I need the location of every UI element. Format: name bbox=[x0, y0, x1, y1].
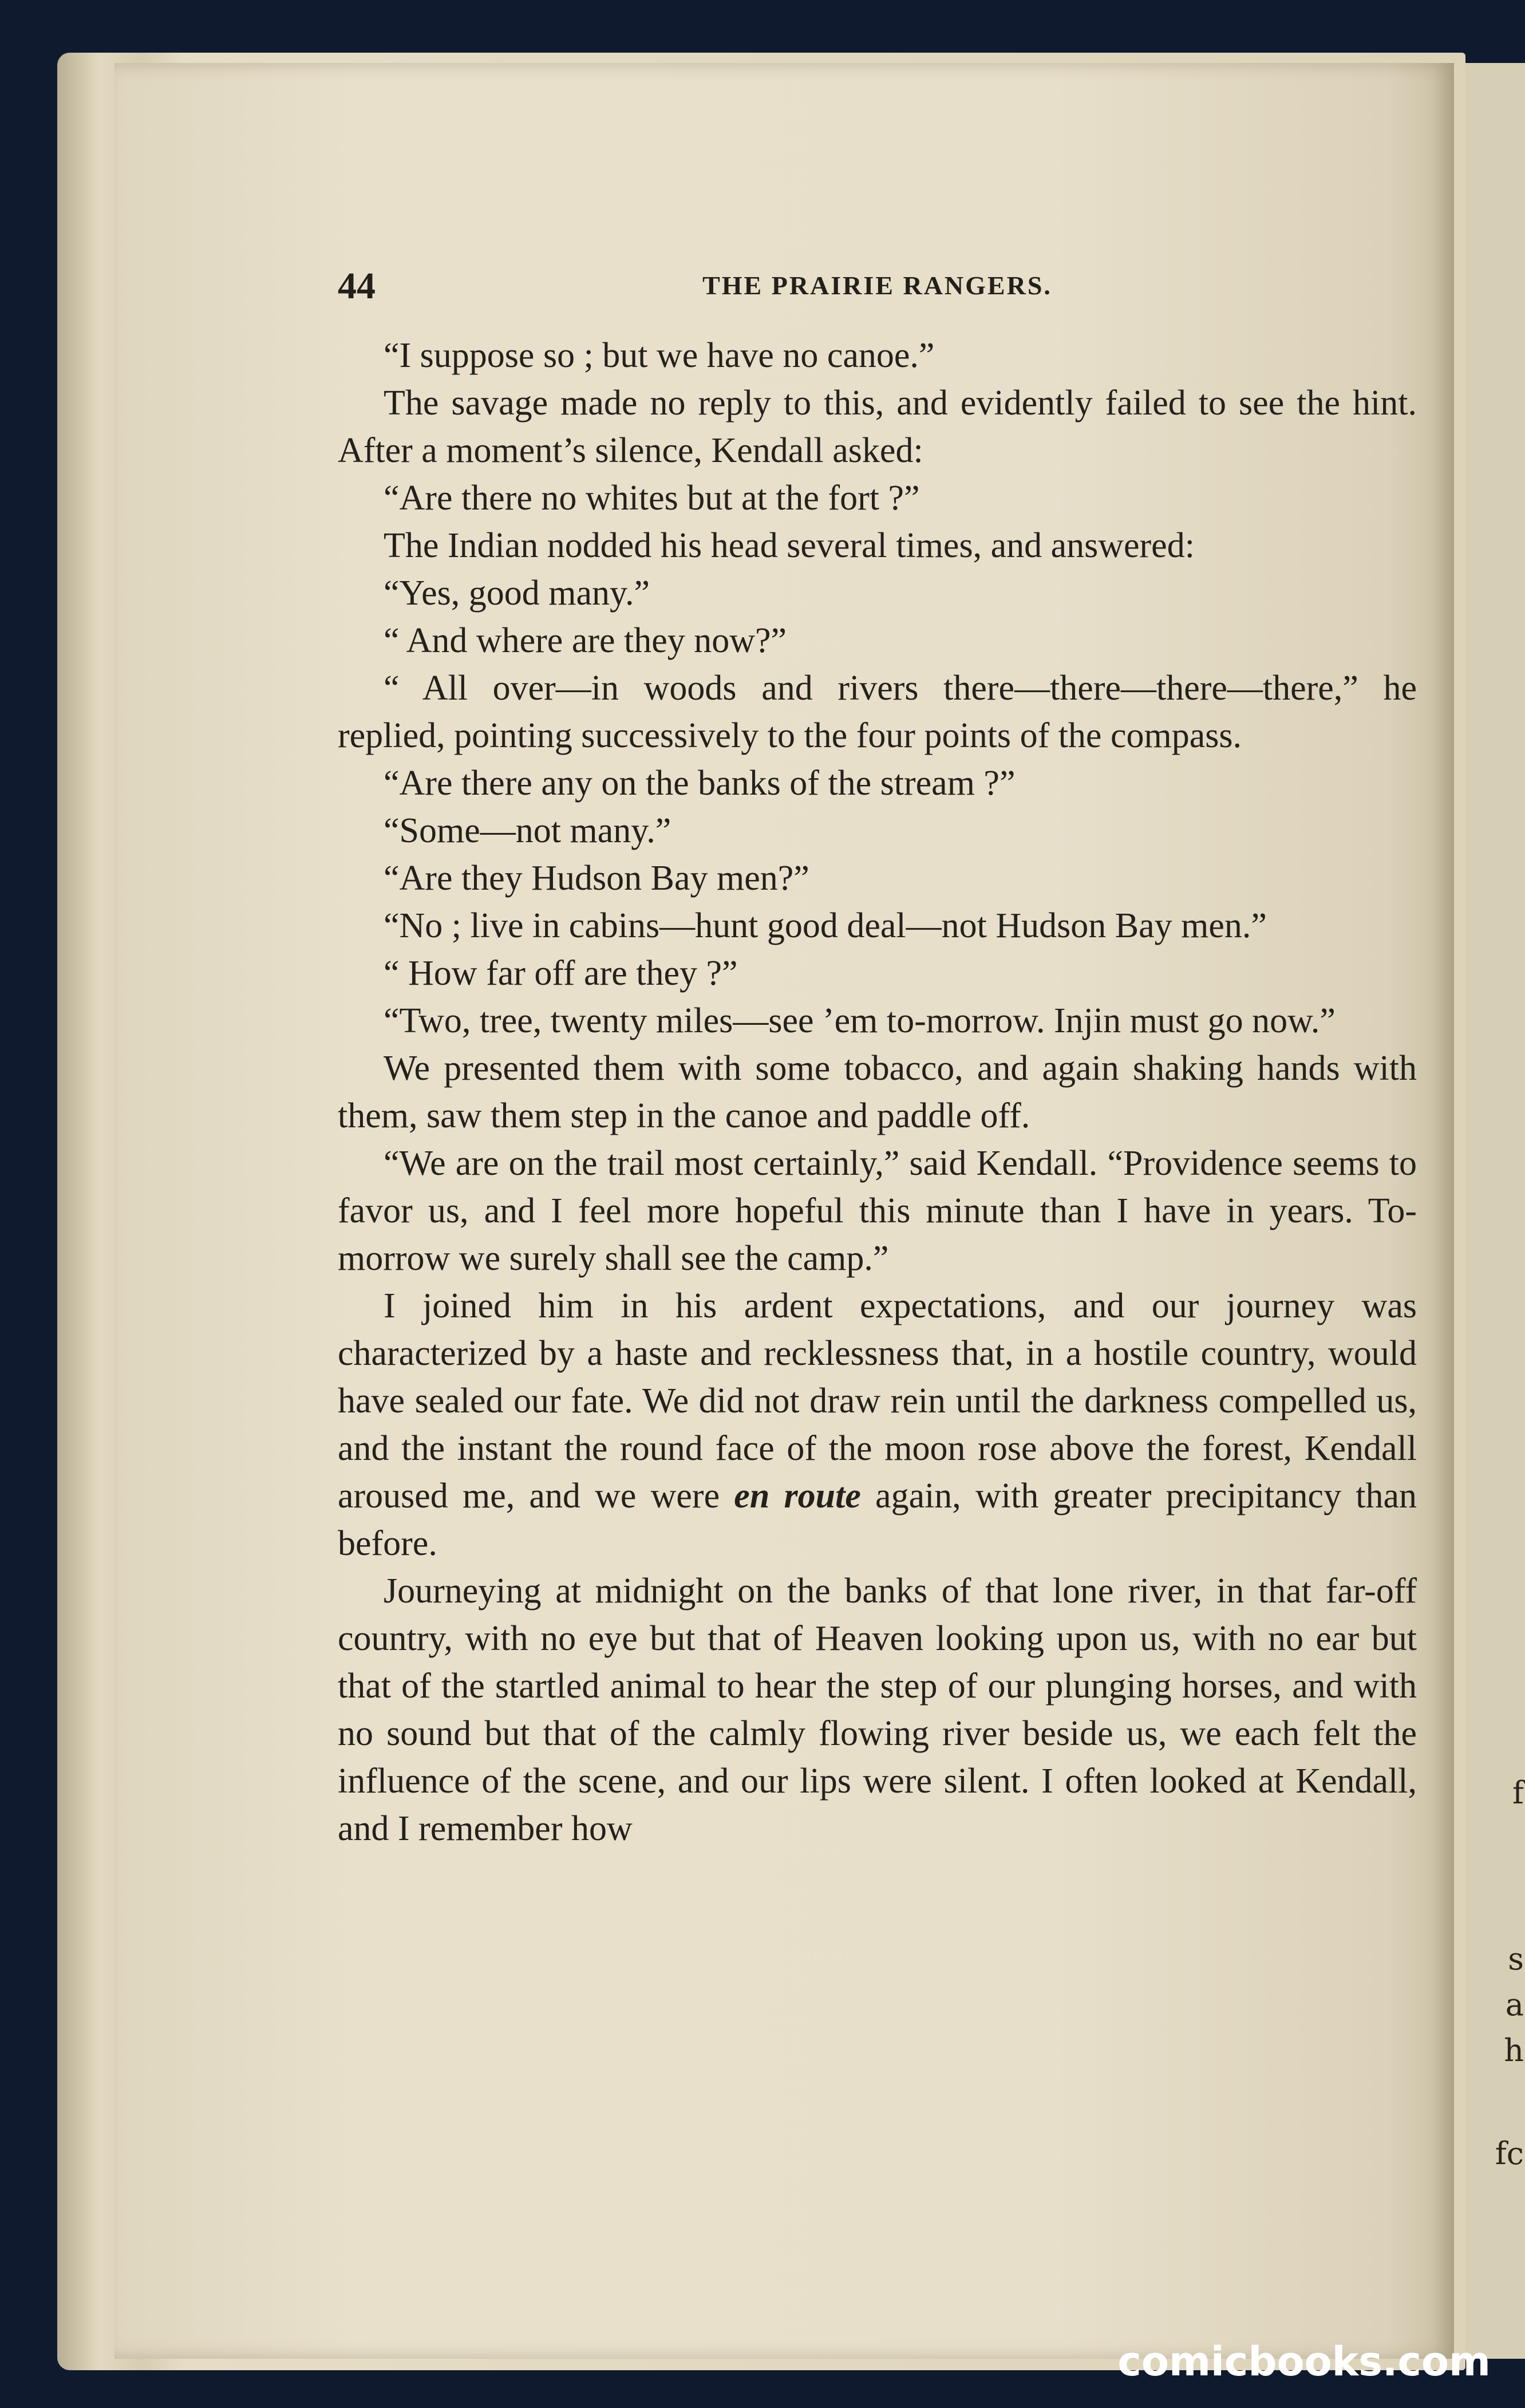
italic-phrase: en route bbox=[734, 1477, 861, 1515]
adjacent-page-letter: h bbox=[1504, 2032, 1524, 2068]
adjacent-page-letter: s bbox=[1508, 1941, 1524, 1977]
paragraph: “ All over—in woods and rivers there—there—there—there,” he replied, pointing successively to the four points of the compass. bbox=[338, 669, 1417, 755]
page-body bbox=[338, 332, 1417, 1853]
paragraph: “Two, tree, twenty miles—see ’em to-morrow. Injin must go now.” bbox=[384, 1001, 1336, 1040]
adjacent-page-letter: f bbox=[1512, 1775, 1524, 1811]
adjacent-page-letter: a bbox=[1505, 1987, 1524, 2023]
page-header bbox=[338, 265, 1417, 310]
paragraph: “Are they Hudson Bay men?” bbox=[384, 859, 809, 898]
paragraph: “Are there no whites but at the fort ?” bbox=[384, 479, 920, 518]
paragraph: Journeying at midnight on the banks of that lone river, in that far-off country, with no eye but that of Heaven looking upon us, with no ear but that of the startled animal to hear the step of our plunging horses, and with no sound but that of the calmly flowing river beside us, we each felt the influence of the scene, and our lips were silent. I often looked at Kendall, and I remember how bbox=[338, 1572, 1417, 1848]
paragraph: “Some—not many.” bbox=[384, 811, 671, 850]
adjacent-page-letter: fc bbox=[1495, 2135, 1524, 2172]
paragraph: “We are on the trail most certainly,” said Kendall. “Providence seems to favor us, and I feel more hopeful this minute than I have in years. To-morrow we surely shall see the camp.” bbox=[338, 1144, 1417, 1278]
paragraph: “Are there any on the banks of the stream ?” bbox=[384, 764, 1016, 803]
paragraph-with-italic bbox=[338, 1282, 1417, 1568]
paragraph: “No ; live in cabins—hunt good deal—not Hudson Bay men.” bbox=[384, 906, 1267, 945]
page-number: 44 bbox=[338, 265, 376, 307]
paragraph: We presented them with some tobacco, and again shaking hands with them, saw them step in the canoe and paddle off. bbox=[338, 1049, 1417, 1135]
paragraph: The savage made no reply to this, and evidently failed to see the hint. After a moment’s silence, Kendall asked: bbox=[338, 384, 1417, 470]
paragraph: “ And where are they now?” bbox=[384, 621, 787, 660]
paragraph-text: I joined him in his ardent expectations, and our journey was characterized by a haste and recklessness that, in a hostile country, would have sealed our fate. We did not draw rein until the darkness compelled us, and the instant the round face of the moon rose above the forest, Kendall aroused me, and we were bbox=[338, 1286, 1417, 1515]
paragraph: “I suppose so ; but we have no canoe.” bbox=[384, 336, 935, 375]
paragraph: “Yes, good many.” bbox=[384, 574, 650, 613]
watermark: comicbooks.com bbox=[1117, 2338, 1491, 2385]
paragraph: The Indian nodded his head several times, and answered: bbox=[384, 526, 1195, 565]
paragraph: “ How far off are they ?” bbox=[384, 954, 738, 993]
running-title: THE PRAIRIE RANGERS. bbox=[702, 271, 1052, 300]
paragraph-text: again, with greater precipitancy than before. bbox=[338, 1477, 1417, 1563]
